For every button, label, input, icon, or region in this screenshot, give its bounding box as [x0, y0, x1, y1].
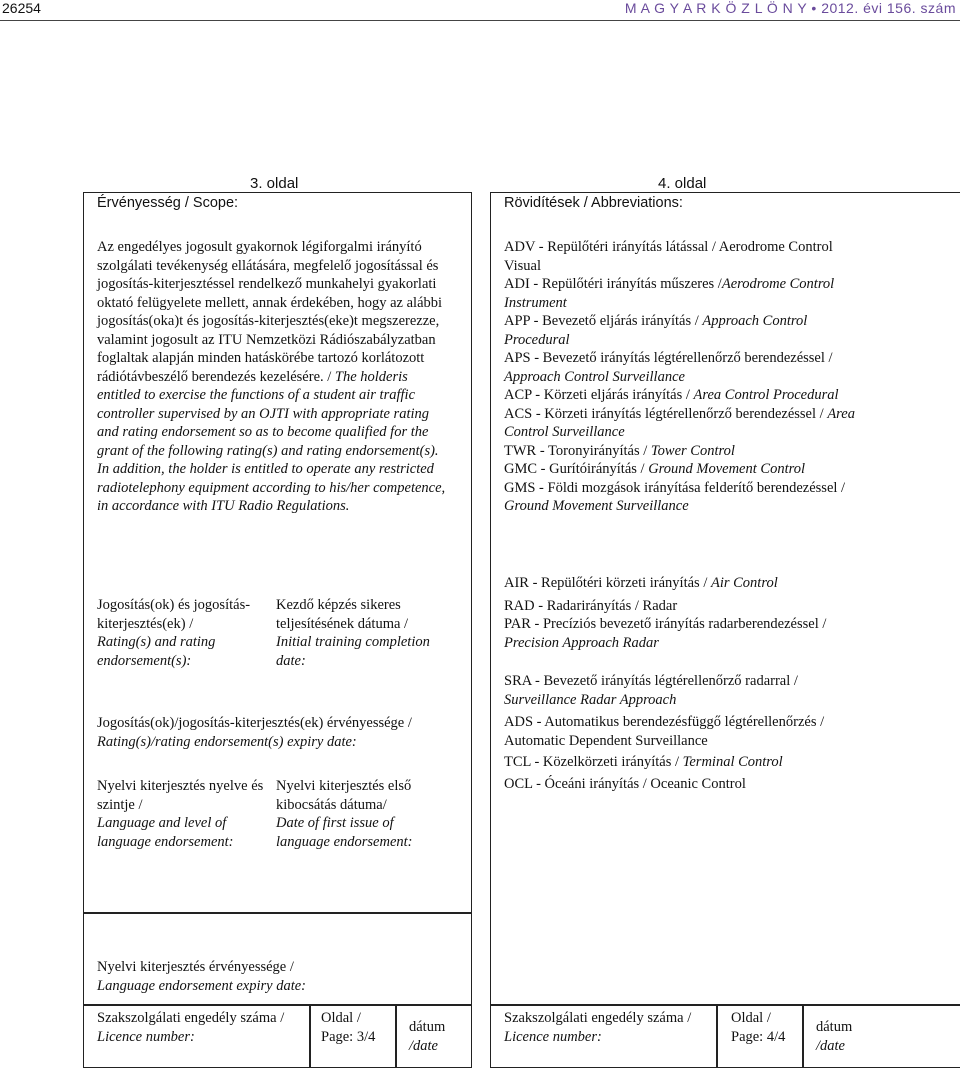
abbrev-list-3: [504, 672, 864, 793]
abbrev-item: GMS - Földi mozgások irányítása felderítő berendezéssel / Ground Movement Surveillance: [504, 479, 846, 514]
abbrev-title: Rövidítések / Abbreviations:: [504, 195, 683, 211]
abbrev-item: APP - Bevezető eljárás irányítás / Approach Control Procedural: [504, 313, 808, 348]
page-hu: Oldal /: [731, 1010, 771, 1026]
journal-title: M A G Y A R K Ö Z L Ö N Y • 2012. évi 156. szám: [624, 0, 956, 16]
licence-en: Licence number:: [97, 1028, 195, 1045]
abbrev-list-2: [504, 574, 869, 652]
language-level-label: Nyelvi kiterjesztés nyelve és szintje / Language and level of language endorsement:: [97, 778, 264, 850]
licence-en: Licence number:: [504, 1028, 602, 1045]
right-page-cell: [716, 1004, 804, 1068]
expiry-label: Jogosítás(ok)/jogosítás-kiterjesztés(ek) érvényessége / Rating(s)/rating endorsement(s) expiry date:: [97, 715, 412, 750]
abbrev-item: ADV - Repülőtéri irányítás látással / Aerodrome Control Visual: [504, 239, 833, 274]
abbrev-item: AIR - Repülőtéri körzeti irányítás / Air Control: [504, 575, 778, 591]
page-en: Page: 3/4: [321, 1028, 376, 1045]
date-cell: [395, 1004, 472, 1068]
language-expiry-label: Nyelvi kiterjesztés érvényessége / Language endorsement expiry date:: [97, 959, 306, 994]
page-hu: Oldal /: [321, 1010, 361, 1026]
abbrev-list-1: [504, 238, 855, 516]
right-licence-number-cell: [490, 1004, 718, 1068]
licence-hu: Szakszolgálati engedély száma /: [97, 1010, 285, 1026]
description-hu: Az engedélyes jogosult gyakornok légiforgalmi irányító szolgálati tevékenység ellátására, megfelelő jogosítással és jogosítás-kiterjesztéssel rendelkező munkahelyi gyakorlati oktató felügyelete mellett, annak érdekében, hogy az alábbi jogosítás(oka)t és jogosítás-kiterjesztés(eke)t megszerezze, valamint jogosult az ITU Nemzetközi Rádiószabályzatban foglaltak alapján minden hatáskörébe tartozó korlátozott rádiótávbeszélő berendezés kezelésére. /: [97, 239, 443, 385]
header-rule: [0, 20, 960, 21]
abbrev-item: ADS - Automatikus berendezésfüggő légtérellenőrzés / Automatic Dependent Surveillance: [504, 714, 825, 749]
description-en: The holderis entitled to exercise the functions of a student air traffic controller supervised by an OJTI with appropriate rating and rating endorsement so as to become qualified for the grant of the following rating(s) and rating endorsement(s).: [97, 368, 439, 459]
description-en-2: In addition, the holder is entitled to operate any restricted radiotelephony equipment according to his/her competence, in accordance with ITU Radio Regulations.: [97, 461, 446, 514]
left-page-label: 3. oldal: [250, 175, 299, 192]
first-issue-label: Nyelvi kiterjesztés első kibocsátás dátuma/ Date of first issue of language endorsement:: [276, 778, 413, 850]
abbrev-item: PAR - Precíziós bevezető irányítás radarberendezéssel / Precision Approach Radar: [504, 616, 827, 651]
rating-field-label: Jogosítás(ok) és jogosítás-kiterjesztés(ek) / Rating(s) and rating endorsement(s):: [97, 597, 251, 669]
right-date-cell: [802, 1004, 960, 1068]
abbrev-item: SRA - Bevezető irányítás légtérellenőrző radarral / Surveillance Radar Approach: [504, 673, 798, 708]
page-number: 26254: [2, 0, 41, 16]
training-date-label: Kezdő képzés sikeres teljesítésének dátuma / Initial training completion date:: [276, 597, 430, 669]
abbrev-item: APS - Bevezető irányítás légtérellenőrző berendezéssel / Approach Control Surveillance: [504, 350, 833, 385]
abbrev-item: TWR - Toronyirányítás / Tower Control: [504, 442, 735, 459]
abbrev-item: TCL - Közelkörzeti irányítás / Terminal Control: [504, 754, 783, 770]
page-en: Page: 4/4: [731, 1028, 786, 1045]
abbrev-item: RAD - Radarirányítás / Radar: [504, 597, 678, 614]
date-en: /date: [816, 1037, 845, 1054]
date-hu: dátum: [816, 1019, 853, 1035]
abbrev-item: OCL - Óceáni irányítás / Oceanic Control: [504, 775, 746, 792]
journal-header: [0, 0, 960, 22]
licence-description: [97, 238, 447, 516]
abbrev-item: ACP - Körzeti eljárás irányítás / Area Control Procedural: [504, 387, 839, 403]
right-page-label: 4. oldal: [658, 175, 707, 192]
licence-number-cell: [83, 1004, 311, 1068]
licence-hu: Szakszolgálati engedély száma /: [504, 1010, 692, 1026]
scope-label: Érvényesség / Scope:: [97, 195, 239, 211]
abbrev-item: ACS - Körzeti irányítás légtérellenőrző berendezéssel / Area Control Surveillance: [504, 405, 855, 440]
date-hu: dátum: [409, 1019, 446, 1035]
page-cell: [309, 1004, 397, 1068]
abbrev-item: ADI - Repülőtéri irányítás műszeres /Aerodrome Control Instrument: [504, 276, 835, 311]
date-en: /date: [409, 1037, 438, 1054]
abbrev-item: GMC - Gurítóirányítás / Ground Movement Control: [504, 461, 805, 477]
